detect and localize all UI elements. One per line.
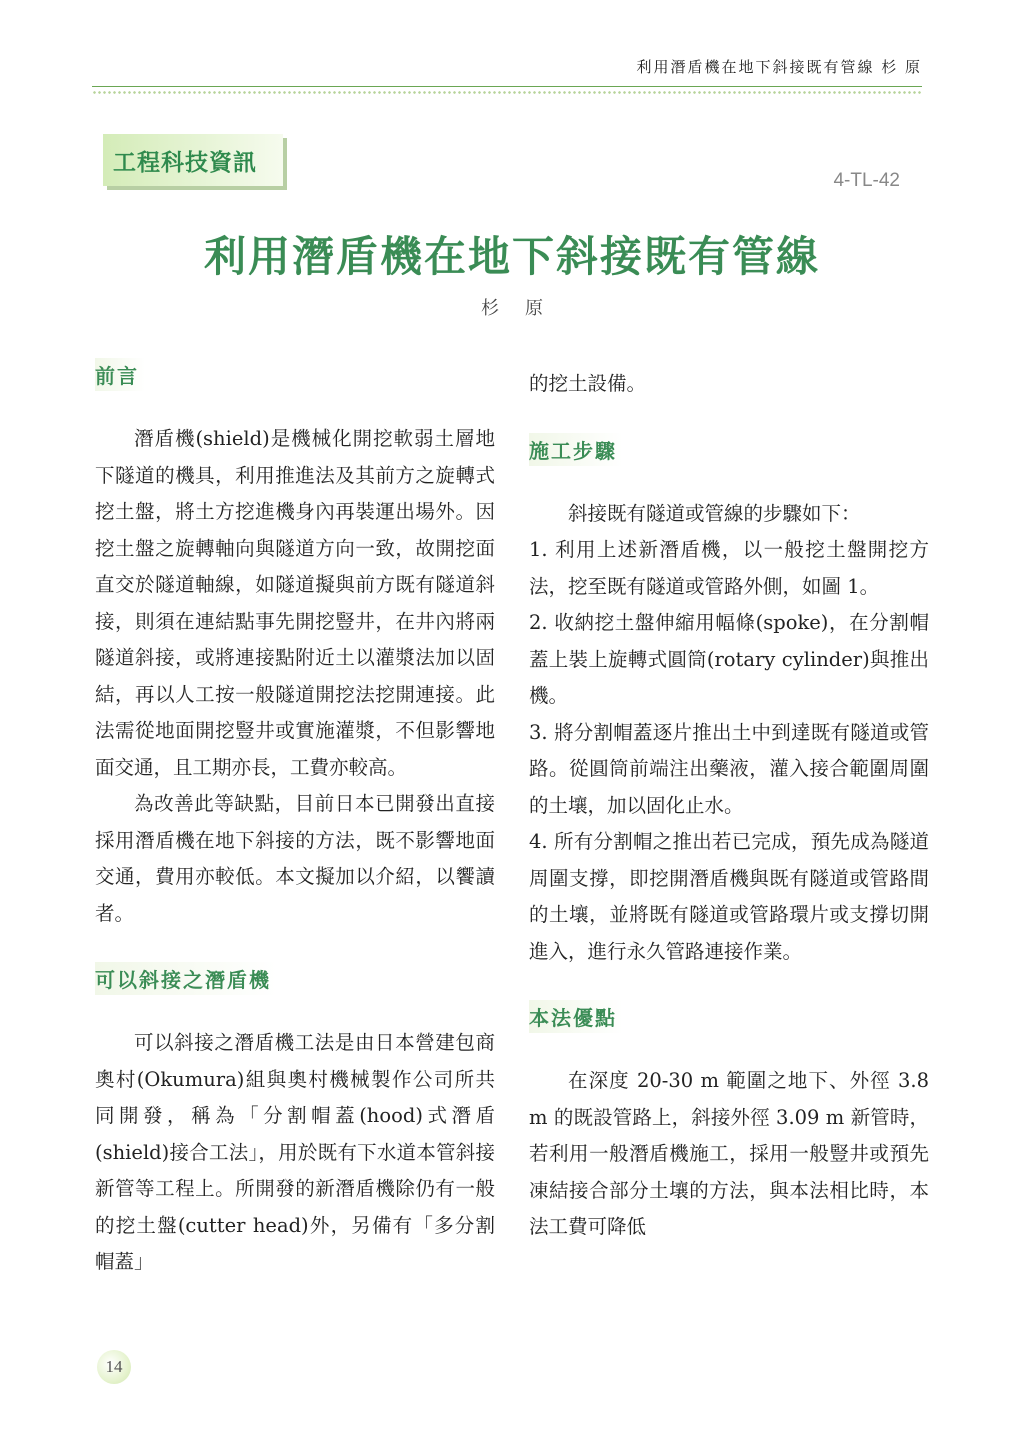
document-code: 4-TL-42: [833, 170, 900, 191]
continuation-paragraph: 的挖土設備。: [529, 372, 647, 395]
heading-introduction: 前言: [95, 358, 145, 391]
step-item: 2. 收納挖土盤伸縮用幅條(spoke)，在分割帽蓋上裝上旋轉式圓筒(rotary cylinder)與推出機。: [529, 611, 929, 707]
header-rule: [92, 86, 922, 87]
header-dot-band: [92, 90, 922, 96]
left-column: [95, 350, 495, 1281]
author-name: 杉原: [481, 298, 569, 319]
section-tag-label: 工程科技資訊: [113, 150, 257, 176]
heading-oblique-shield: 可以斜接之潛盾機: [95, 962, 277, 995]
heading-advantages: 本法優點: [529, 1000, 623, 1033]
section-tag: [103, 134, 283, 186]
right-column: [529, 350, 929, 1246]
step-item: 1. 利用上述新潛盾機，以一般挖土盤開挖方法，挖至既有隧道或管路外側，如圖 1。: [529, 538, 929, 598]
steps-intro: 斜接既有隧道或管線的步驟如下：: [568, 501, 861, 525]
intro-paragraph-1: 潛盾機(shield)是機械化開挖軟弱土層地下隧道的機具，利用推進法及其前方之旋轉式挖土盤，將土方挖進機身內再裝運出場外。因挖土盤之旋轉軸向與隧道方向一致，故開挖面直交於隧道軸線，如隧道擬與前方既有隧道斜接，則須在連結點事先開挖豎井，在井內將兩隧道斜接，或將連接點附近土以灌漿法加以固結，再以人工按一般隧道開挖法挖開連接。此法需從地面開挖豎井或實施灌漿，不但影響地面交通，且工期亦長，工費亦較高。: [95, 427, 495, 779]
intro-paragraph-2: 為改善此等缺點，目前日本已開發出直接採用潛盾機在地下斜接的方法，既不影響地面交通，費用亦較低。本文擬加以介紹，以饗讀者。: [95, 792, 495, 925]
heading-construction-steps: 施工步驟: [529, 433, 623, 466]
step-item: 3. 將分割帽蓋逐片推出土中到達既有隧道或管路。從圓筒前端注出藥液，灌入接合範圍周圍的土壤，加以固化止水。: [529, 720, 929, 817]
page-number: 14: [97, 1350, 131, 1384]
running-header: 利用潛盾機在地下斜接既有管線 杉 原: [636, 58, 922, 76]
advantages-paragraph: 在深度 20-30 m 範圍之地下、外徑 3.8 m 的既設管路上，斜接外徑 3.09 m 新管時，若利用一般潛盾機施工，採用一般豎井或預先凍結接合部分土壤的方法，與本法相比時，本法工費可降低: [529, 1069, 929, 1238]
step-item: 4. 所有分割帽之推出若已完成，預先成為隧道周圍支撐，即挖開潛盾機與既有隧道或管路間的土壤，並將既有隧道或管路環片或支撐切開進入，進行永久管路連接作業。: [529, 830, 929, 963]
article-title: 利用潛盾機在地下斜接既有管線: [203, 232, 820, 281]
oblique-shield-paragraph: 可以斜接之潛盾機工法是由日本營建包商奧村(Okumura)組與奧村機械製作公司所共同開發，稱為「分割帽蓋(hood)式潛盾(shield)接合工法」，用於既有下水道本管斜接新管等工程上。所開發的新潛盾機除仍有一般的挖土盤(cutter head)外，另備有「多分割帽蓋」: [95, 1031, 495, 1273]
